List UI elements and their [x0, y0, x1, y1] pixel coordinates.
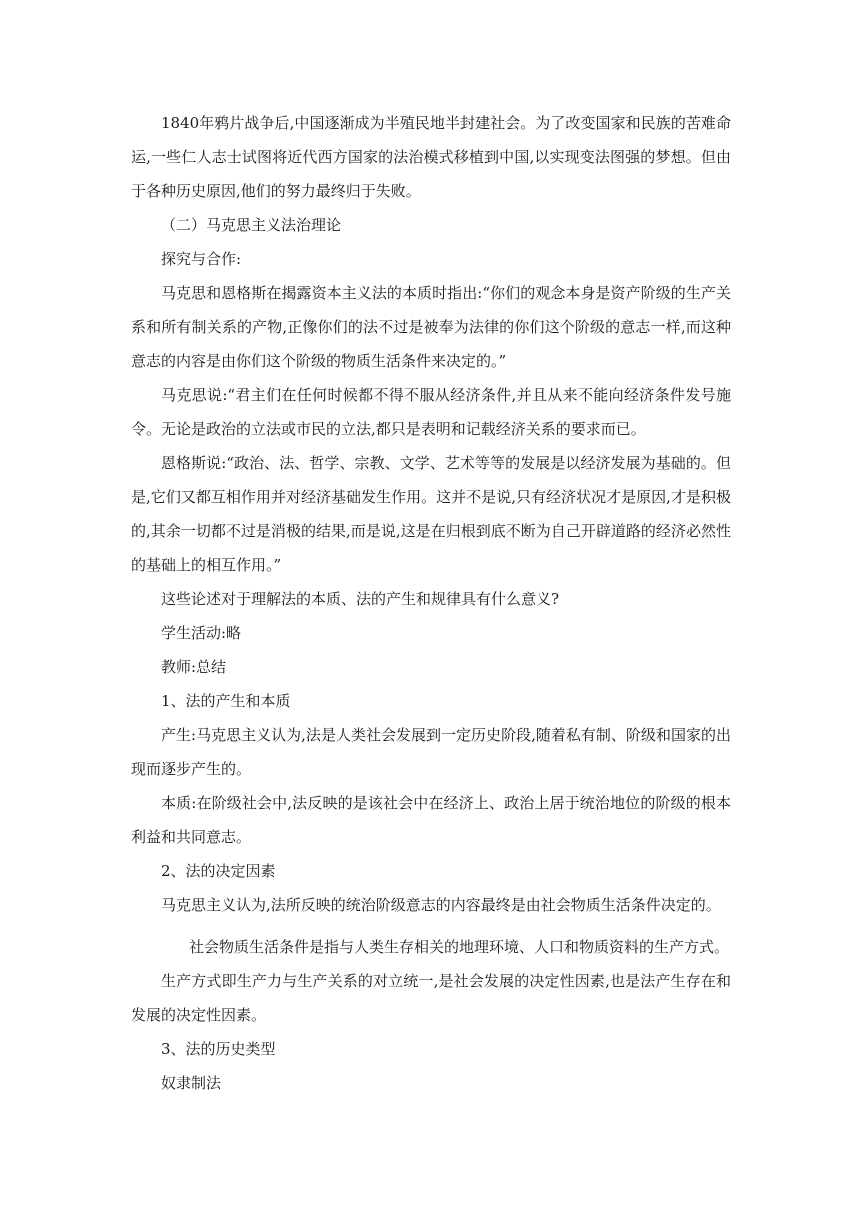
paragraph-slavery-law: 奴隶制法 — [161, 1074, 222, 1092]
heading-determining-factors: 2、法的决定因素 — [161, 862, 276, 880]
paragraph-marx-engels-quote: 马克思和恩格斯在揭露资本主义法的本质时指出:“你们的观念本身是资产阶级的生产关系和所有制关系的产物,正像你们的法不过是被奉为法律的你们这个阶级的意志一样,而这种意志的内容是由你们这个阶级的物质生活条件来决定的。” — [131, 284, 731, 370]
paragraph-student-activity: 学生活动:略 — [161, 624, 242, 642]
paragraph-explore-cooperate: 探究与合作: — [161, 250, 242, 268]
paragraph-marx-quote: 马克思说:“君主们在任何时候都不得不服从经济条件,并且从来不能向经济条件发号施令。无论是政治的立法或市民的立法,都只是表明和记载经济关系的要求而已。 — [131, 386, 731, 438]
paragraph-material-conditions: 社会物质生活条件是指与人类生存相关的地理环境、人口和物质资料的生产方式。 — [189, 938, 730, 956]
paragraph-mode-of-production: 生产方式即生产力与生产关系的对立统一,是社会发展的决定性因素,也是法产生存在和发展的决定性因素。 — [131, 972, 731, 1024]
paragraph-origin: 产生:马克思主义认为,法是人类社会发展到一定历史阶段,随着私有制、阶级和国家的出现而逐步产生的。 — [131, 726, 731, 778]
paragraph-gap — [131, 922, 731, 930]
paragraph-engels-quote: 恩格斯说:“政治、法、哲学、宗教、文学、艺术等等的发展是以经济发展为基础的。但是,它们又都互相作用并对经济基础发生作用。这并不是说,只有经济状况才是原因,才是积极的,其余一切都不过是消极的结果,而是说,这是在归根到底不断为自己开辟道路的经济必然性的基础上的相互作用。” — [131, 454, 731, 574]
heading-origin-essence: 1、法的产生和本质 — [161, 692, 291, 710]
paragraph-determining-factor: 马克思主义认为,法所反映的统治阶级意志的内容最终是由社会物质生活条件决定的。 — [161, 896, 721, 914]
document-body — [131, 106, 731, 1100]
paragraph-teacher-summary: 教师:总结 — [161, 658, 227, 676]
paragraph-opium-war: 1840年鸦片战争后,中国逐渐成为半殖民地半封建社会。为了改变国家和民族的苦难命运,一些仁人志士试图将近代西方国家的法治模式移植到中国,以实现变法图强的梦想。但由于各种历史原因,他们的努力最终归于失败。 — [131, 114, 731, 200]
heading-historical-types: 3、法的历史类型 — [161, 1040, 276, 1058]
section-heading-marxist-theory: （二）马克思主义法治理论 — [161, 216, 342, 234]
paragraph-essence: 本质:在阶级社会中,法反映的是该社会中在经济上、政治上居于统治地位的阶级的根本利益和共同意志。 — [131, 794, 731, 846]
paragraph-question: 这些论述对于理解法的本质、法的产生和规律具有什么意义? — [161, 590, 560, 608]
